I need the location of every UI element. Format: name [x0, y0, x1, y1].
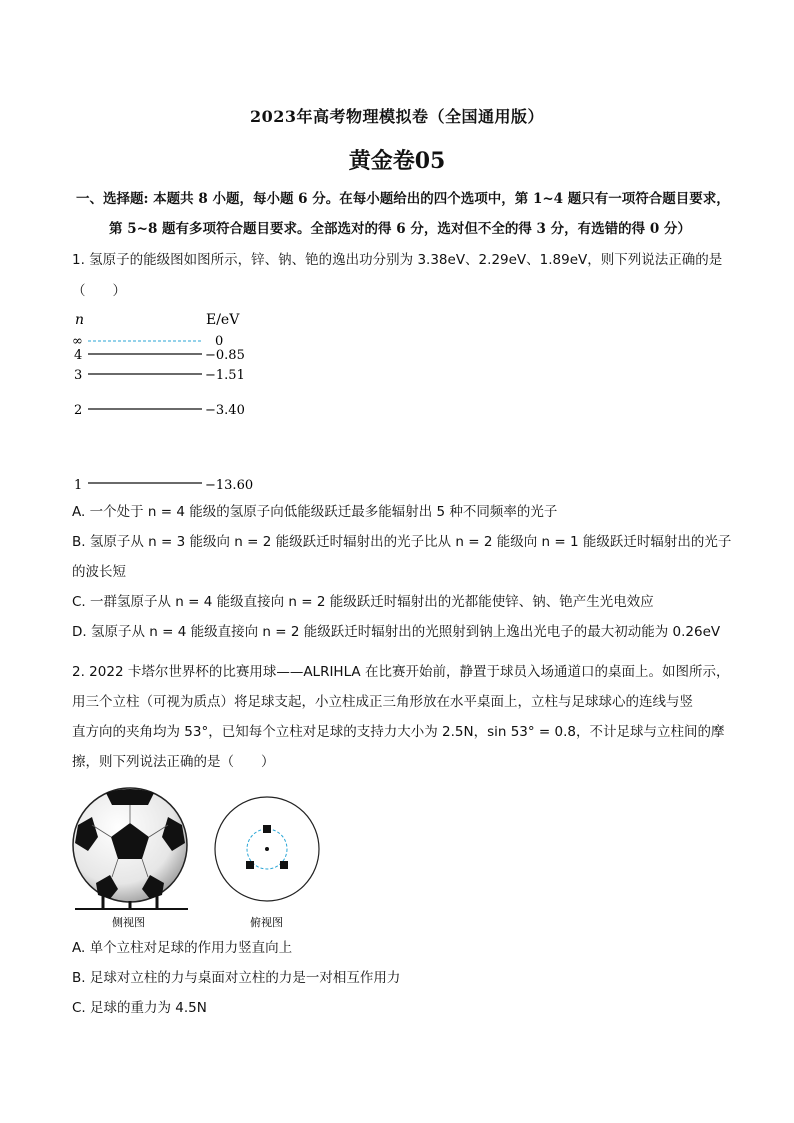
question-2-options [72, 933, 724, 1023]
option-b-continued: 的波长短 [72, 564, 126, 580]
level-2-e: −3.40 [205, 403, 245, 418]
side-view-figure [73, 788, 188, 929]
option-c: C. 一群氢原子从 n = 4 能级直接向 n = 2 能级跃迁时辐射出的光都能使锌、钠、铯产生光电效应 [72, 594, 654, 610]
ball-pentagon-top [106, 789, 154, 805]
level-1-e: −13.60 [205, 478, 254, 493]
energy-level-diagram [70, 306, 270, 496]
q2-option-a: A. 单个立柱对足球的作用力竖直向上 [72, 940, 293, 956]
question-1-options [72, 497, 732, 647]
level-3-n: 3 [74, 368, 83, 383]
exam-subtitle: 黄金卷05 [348, 148, 446, 174]
question-1-stem: 1. 氢原子的能级图如图所示，锌、钠、铯的逸出功分别为 3.38eV、2.29eV、1.89eV，则下列说法正确的是 [72, 252, 723, 268]
top-view-center [265, 847, 269, 851]
level-1-n: 1 [74, 478, 83, 493]
diagram-n-label: n [75, 312, 85, 328]
option-d: D. 氢原子从 n = 4 能级直接向 n = 2 能级跃迁时辐射出的光照射到钠上逸出光电子的最大初动能为 0.26eV [72, 624, 721, 640]
section-line-1: 一、选择题: 本题共 8 小题，每小题 6 分。在每小题给出的四个选项中，第 1~4 题只有一项符合题目要求， [76, 191, 730, 207]
q2-line-1: 2. 2022 卡塔尔世界杯的比赛用球——ALRIHLA 在比赛开始前，静置于球员入场通道口的桌面上。如图所示， [72, 664, 730, 680]
question-2-stem [72, 657, 730, 777]
diagram-e-label: E/eV [206, 312, 240, 328]
section-instructions [76, 184, 730, 244]
level-3-e: −1.51 [205, 368, 245, 383]
top-view-pillar-3 [280, 861, 288, 869]
top-view-label: 俯视图 [250, 916, 283, 929]
level-4-n: 4 [74, 348, 83, 363]
exam-title: 2023年高考物理模拟卷（全国通用版） [249, 107, 545, 126]
q2-option-b: B. 足球对立柱的力与桌面对立柱的力是一对相互作用力 [72, 970, 401, 986]
q2-line-2: 用三个立柱（可视为质点）将足球支起，小立柱成正三角形放在水平桌面上，立柱与足球球心的连线与竖 [72, 694, 693, 710]
side-view-label: 侧视图 [112, 916, 145, 929]
level-inf-e: 0 [215, 334, 224, 349]
level-2-n: 2 [74, 403, 83, 418]
level-4-e: −0.85 [205, 348, 245, 363]
q2-option-c: C. 足球的重力为 4.5N [72, 1000, 207, 1016]
level-inf-n: ∞ [72, 334, 83, 349]
q2-line-4: 擦，则下列说法正确的是（ ） [72, 754, 275, 770]
top-view-pillar-1 [263, 825, 271, 833]
question-1-blank: （ ） [72, 283, 126, 299]
q2-line-3: 直方向的夹角均为 53°，已知每个立柱对足球的支持力大小为 2.5N，sin 53° = 0.8，不计足球与立柱间的摩 [72, 724, 725, 740]
top-view-pillar-2 [246, 861, 254, 869]
option-a: A. 一个处于 n = 4 能级的氢原子向低能级跃迁最多能辐射出 5 种不同频率的光子 [72, 504, 558, 520]
section-line-2: 第 5~8 题有多项符合题目要求。全部选对的得 6 分，选对但不全的得 3 分，有选错的得 0 分） [109, 221, 691, 237]
option-b: B. 氢原子从 n = 3 能级向 n = 2 能级跃迁时辐射出的光子比从 n = 2 能级向 n = 1 能级跃迁时辐射出的光子 [72, 534, 732, 550]
top-view-figure [215, 797, 319, 929]
football-figures [70, 785, 330, 935]
